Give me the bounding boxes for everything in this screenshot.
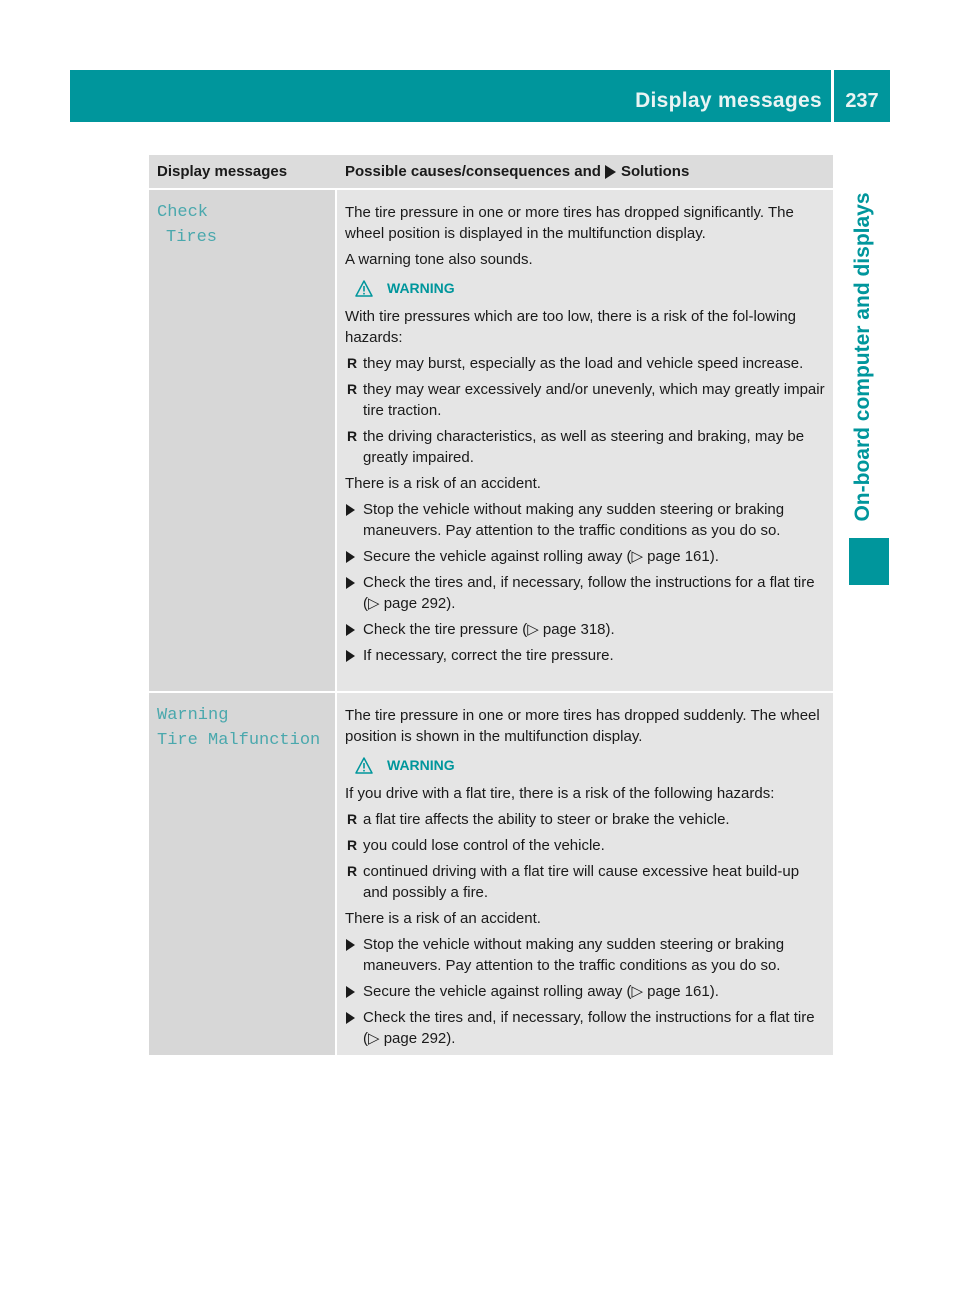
- list-item[interactable]: Secure the vehicle against rolling away (▷ page 161).: [345, 981, 827, 1002]
- warning-text: With tire pressures which are too low, there is a risk of the fol-lowing hazards:: [345, 308, 797, 346]
- hazard-list: [345, 353, 827, 468]
- list-item[interactable]: Check the tires and, if necessary, follow the instructions for a flat tire (▷ page 292).: [345, 572, 827, 614]
- column-header-causes: [339, 155, 833, 188]
- side-tab-label: On-board computer and displays: [851, 192, 874, 522]
- table-row: [149, 693, 833, 1057]
- risk-text: There is a risk of an accident.: [345, 910, 541, 927]
- solution-cell: [337, 693, 833, 1055]
- list-item[interactable]: Secure the vehicle against rolling away (▷ page 161).: [345, 546, 827, 567]
- page-number: 237: [845, 90, 879, 112]
- warning-triangle-icon: [355, 757, 373, 774]
- column-header-messages: Display messages: [157, 163, 288, 180]
- warning-text: If you drive with a flat tire, there is a risk of the following hazards:: [345, 785, 775, 802]
- solution-cell: [337, 190, 833, 691]
- section-title: Display messages: [635, 89, 822, 112]
- list-item: R a flat tire affects the ability to steer or brake the vehicle.: [345, 809, 827, 830]
- table-row: [149, 190, 833, 693]
- table-header: [149, 155, 833, 190]
- warning-heading: [355, 278, 827, 299]
- step-list: [345, 499, 827, 666]
- intro-text: The tire pressure in one or more tires has dropped significantly. The wheel position is displayed in the multifunction display.: [345, 204, 794, 242]
- list-item: R they may wear excessively and/or unevenly, which may greatly impair tire traction.: [345, 379, 827, 421]
- warning-triangle-icon: [355, 280, 373, 297]
- message-line: Tires: [166, 228, 218, 247]
- play-icon: [605, 165, 616, 179]
- column-header-solutions-label: Solutions: [620, 162, 690, 180]
- risk-text: There is a risk of an accident.: [345, 475, 541, 492]
- list-item: R they may burst, especially as the load and vehicle speed increase.: [345, 353, 827, 374]
- list-item: If necessary, correct the tire pressure.: [345, 645, 827, 666]
- hazard-list: [345, 809, 827, 903]
- header-bar: [70, 70, 890, 122]
- warning-label: WARNING: [387, 757, 455, 773]
- column-header-causes-label: Possible causes/consequences and: [345, 162, 601, 180]
- message-line: Check: [157, 203, 209, 222]
- list-item[interactable]: Check the tire pressure (▷ page 318).: [345, 619, 827, 640]
- list-item: Stop the vehicle without making any sudden steering or braking maneuvers. Pay attention to the traffic conditions as you do so.: [345, 499, 827, 541]
- display-messages-table: [149, 155, 833, 1057]
- step-list: [345, 934, 827, 1049]
- message-line: Warning: [157, 706, 229, 725]
- list-item: Stop the vehicle without making any sudden steering or braking maneuvers. Pay attention to the traffic conditions as you do so.: [345, 934, 827, 976]
- list-item[interactable]: Check the tires and, if necessary, follow the instructions for a flat tire (▷ page 292).: [345, 1007, 827, 1049]
- intro-text: A warning tone also sounds.: [345, 251, 533, 268]
- side-tab: [836, 130, 890, 585]
- list-item: R continued driving with a flat tire will cause excessive heat build-up and possibly a fire.: [345, 861, 827, 903]
- side-tab-marker: [849, 538, 889, 585]
- warning-label: WARNING: [387, 280, 455, 296]
- intro-text: The tire pressure in one or more tires has dropped suddenly. The wheel position is shown in the multifunction display.: [345, 707, 820, 745]
- message-cell: [149, 693, 337, 1055]
- list-item: R the driving characteristics, as well as steering and braking, may be greatly impaired.: [345, 426, 827, 468]
- warning-heading: [355, 755, 827, 776]
- list-item: R you could lose control of the vehicle.: [345, 835, 827, 856]
- message-cell: [149, 190, 337, 691]
- message-line: Tire Malfunction: [157, 731, 321, 750]
